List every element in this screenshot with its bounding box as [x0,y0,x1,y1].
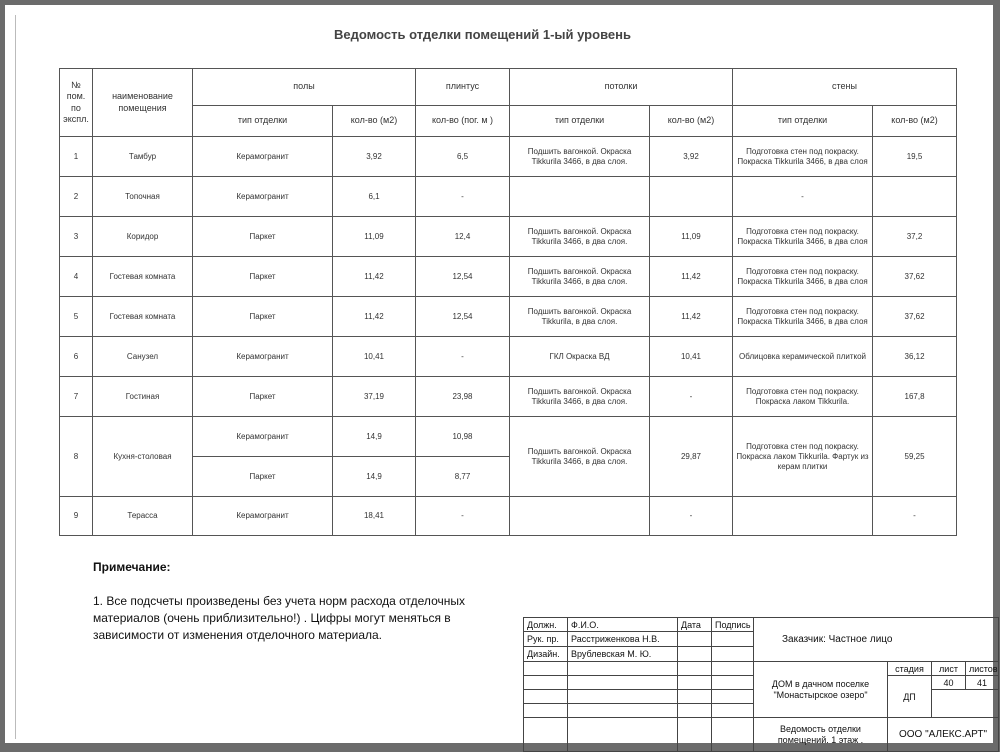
plinth-qty: 6,5 [416,137,510,177]
wall-qty: 167,8 [873,377,957,417]
plinth-qty: - [416,337,510,377]
header-plinth-qty: кол-во (пог. м ) [416,106,510,137]
room-number: 3 [60,217,93,257]
header-plinth: плинтус [416,69,510,106]
floor-qty: 37,19 [333,377,416,417]
note-text: 1. Все подсчеты произведены без учета норм расхода отделочных материалов (очень приблизительно!) . Цифры могут меняться в зависимости от изменения отделочного материала. [93,594,465,642]
stamp-name-1: Расстриженкова Н.В. [568,632,678,647]
wall-qty: 37,2 [873,217,957,257]
stamp-sheet-label: лист [932,662,966,676]
wall-type: Подготовка стен под покраску. Покраска лаком Tikkurila. [733,377,873,417]
header-walls: стены [733,69,957,106]
stamp-stage: ДП [888,676,932,718]
room-number: 1 [60,137,93,177]
table-row [60,177,957,217]
header-ceiling-qty: кол-во (м2) [650,106,733,137]
room-number: 5 [60,297,93,337]
floor-type: Паркет [193,457,333,497]
ceiling-type: Подшить вагонкой. Окраска Tikkurila 3466, в два слоя. [510,217,650,257]
ceiling-type: Подшить вагонкой. Окраска Tikkurila 3466, в два слоя. [510,137,650,177]
wall-qty: 37,62 [873,297,957,337]
title-block [523,617,999,752]
ceiling-qty [650,177,733,217]
plinth-qty: 12,54 [416,257,510,297]
floor-type: Паркет [193,377,333,417]
header-row-1 [60,69,957,106]
stamp-name-2: Врублевская М. Ю. [568,647,678,662]
room-number: 7 [60,377,93,417]
ceiling-qty: 11,42 [650,297,733,337]
stamp-customer: Заказчик: Частное лицо [754,618,999,662]
table-row [60,257,957,297]
table-row [60,297,957,337]
room-number: 6 [60,337,93,377]
stamp-pos-1: Рук. пр. [524,632,568,647]
floor-type: Паркет [193,257,333,297]
room-name: Терасса [93,497,193,536]
floor-type: Керамогранит [193,137,333,177]
ceiling-qty: - [650,377,733,417]
wall-type: Подготовка стен под покраску. Покраска Tikkurila 3466, в два слоя [733,257,873,297]
table-row [60,337,957,377]
ceiling-type: Подшить вагонкой. Окраска Tikkurila, в два слоя. [510,297,650,337]
finishing-schedule-table [59,68,957,536]
ceiling-qty: - [650,497,733,536]
header-floors: полы [193,69,416,106]
stamp-doc-title: Ведомость отделки помещений. 1 этаж . [754,718,888,752]
stamp-sheets: 41 [966,676,999,690]
floor-qty: 14,9 [333,417,416,457]
plinth-qty: - [416,177,510,217]
wall-type: Подготовка стен под покраску. Покраска Tikkurila 3466, в два слоя [733,137,873,177]
stamp-sheets-label: листов [966,662,999,676]
header-num: № пом. по экспл. [60,69,93,137]
floor-qty: 3,92 [333,137,416,177]
wall-type [733,497,873,536]
stamp-h-position: Должн. [524,618,568,632]
wall-type: Подготовка стен под покраску. Покраска Tikkurila 3466, в два слоя [733,297,873,337]
ceiling-type: Подшить вагонкой. Окраска Tikkurila 3466, в два слоя. [510,377,650,417]
ceiling-qty: 10,41 [650,337,733,377]
plinth-qty: 8,77 [416,457,510,497]
wall-qty: 36,12 [873,337,957,377]
table-row [60,417,957,457]
wall-qty: - [873,497,957,536]
floor-qty: 18,41 [333,497,416,536]
floor-qty: 11,09 [333,217,416,257]
room-name: Гостиная [93,377,193,417]
plinth-qty: 12,54 [416,297,510,337]
header-floor-qty: кол-во (м2) [333,106,416,137]
wall-type: - [733,177,873,217]
room-name: Кухня-столовая [93,417,193,497]
plinth-qty: 12,4 [416,217,510,257]
ceiling-type [510,177,650,217]
floor-type: Паркет [193,217,333,257]
stamp-pos-2: Дизайн. [524,647,568,662]
stamp-stage-label: стадия [888,662,932,676]
room-name: Гостевая комната [93,297,193,337]
note-title: Примечание: [93,560,171,574]
table-row [60,497,957,536]
plinth-qty: - [416,497,510,536]
stamp-company: ООО "АЛЕКС.АРТ" [888,718,999,752]
wall-qty [873,177,957,217]
room-name: Гостевая комната [93,257,193,297]
room-number: 2 [60,177,93,217]
wall-qty: 59,25 [873,417,957,497]
room-name: Санузел [93,337,193,377]
plinth-qty: 23,98 [416,377,510,417]
room-name: Коридор [93,217,193,257]
floor-qty: 6,1 [333,177,416,217]
header-row-2 [60,106,957,137]
wall-qty: 19,5 [873,137,957,177]
floor-qty: 11,42 [333,257,416,297]
ceiling-type [510,497,650,536]
room-number: 9 [60,497,93,536]
table-row [60,377,957,417]
header-ceilings: потолки [510,69,733,106]
stamp-h-sign: Подпись [712,618,754,632]
ceiling-qty: 29,87 [650,417,733,497]
stamp-h-name: Ф.И.О. [568,618,678,632]
header-floor-type: тип отделки [193,106,333,137]
ceiling-qty: 11,42 [650,257,733,297]
table-row [60,217,957,257]
ceiling-type: Подшить вагонкой. Окраска Tikkurila 3466, в два слоя. [510,417,650,497]
stamp-project: ДОМ в дачном поселке "Монастырское озеро" [754,662,888,718]
plinth-qty: 10,98 [416,417,510,457]
room-name: Тамбур [93,137,193,177]
drawing-sheet [5,5,998,745]
wall-type: Облицовка керамической плиткой [733,337,873,377]
floor-qty: 14,9 [333,457,416,497]
header-wall-type: тип отделки [733,106,873,137]
floor-type: Керамогранит [193,337,333,377]
room-name: Топочная [93,177,193,217]
floor-qty: 11,42 [333,297,416,337]
ceiling-qty: 3,92 [650,137,733,177]
header-name: наименование помещения [93,69,193,137]
ceiling-type: Подшить вагонкой. Окраска Tikkurila 3466, в два слоя. [510,257,650,297]
floor-type: Керамогранит [193,497,333,536]
header-wall-qty: кол-во (м2) [873,106,957,137]
ceiling-type: ГКЛ Окраска ВД [510,337,650,377]
wall-type: Подготовка стен под покраску. Покраска лаком Tikkurila. Фартук из керам плитки [733,417,873,497]
room-number: 4 [60,257,93,297]
ceiling-qty: 11,09 [650,217,733,257]
stamp-h-date: Дата [678,618,712,632]
wall-type: Подготовка стен под покраску. Покраска Tikkurila 3466, в два слоя [733,217,873,257]
page-title: Ведомость отделки помещений 1-ый уровень [334,27,631,42]
room-number: 8 [60,417,93,497]
floor-qty: 10,41 [333,337,416,377]
stamp-sheet: 40 [932,676,966,690]
header-ceiling-type: тип отделки [510,106,650,137]
table-row [60,137,957,177]
floor-type: Керамогранит [193,177,333,217]
wall-qty: 37,62 [873,257,957,297]
floor-type: Паркет [193,297,333,337]
floor-type: Керамогранит [193,417,333,457]
